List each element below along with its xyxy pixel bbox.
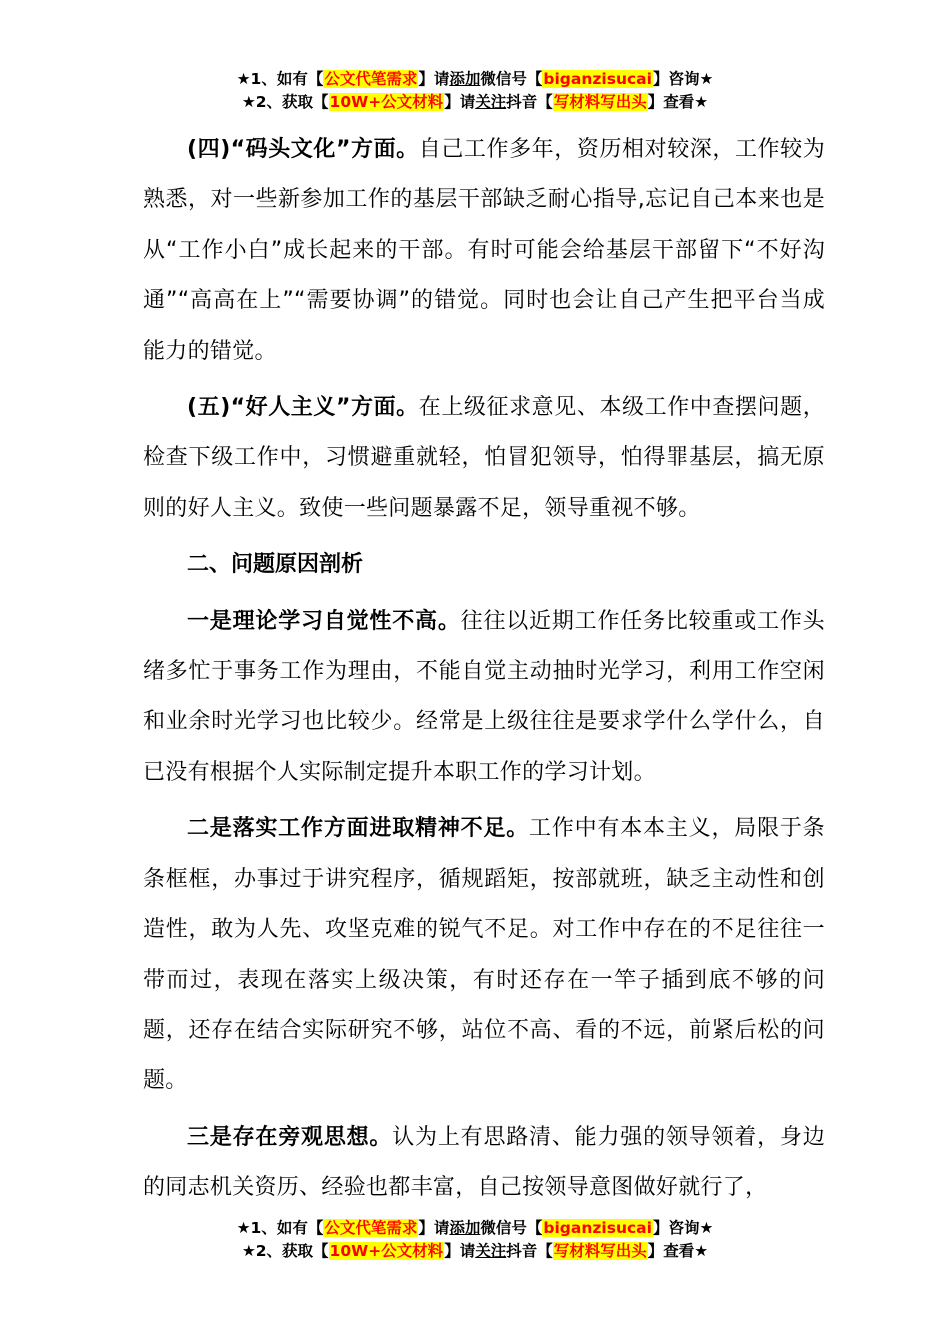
banner-highlight: 10W+公文材料 (329, 93, 444, 111)
banner-text: 】请 (444, 93, 476, 111)
banner-underlined: 关注 (475, 93, 507, 111)
banner-text: 】查看★ (647, 1242, 709, 1260)
paragraph-text: 在上级征求意见、本级工作中查摆问题，检查下级工作中，习惯避重就轻，怕冒犯领导，怕得罪基层，搞无原则的好人主义。致使一些问题暴露不足，领导重视不够。 (143, 395, 825, 521)
banner-text: 微信号【 (480, 1219, 543, 1237)
paragraph-lead: 一是理论学习自觉性不高。 (187, 608, 461, 634)
banner-highlight: 公文代笔需求 (324, 70, 418, 88)
banner-text: ★2、获取【 (241, 93, 329, 111)
banner-line-1 (0, 1217, 950, 1240)
banner-line-2 (0, 91, 950, 114)
banner-highlight: 公文代笔需求 (324, 1219, 418, 1237)
banner-text: 】咨询★ (652, 70, 714, 88)
paragraph-good-person-doctrine (143, 383, 825, 534)
cause-paragraph-3 (143, 1113, 825, 1214)
section-heading: 二、问题原因剖析 (187, 552, 364, 578)
banner-text: ★1、如有【 (236, 70, 324, 88)
banner-underlined: 添加 (449, 1219, 481, 1237)
banner-text: 微信号【 (480, 70, 543, 88)
paragraph-lead: (四)“码头文化”方面。 (187, 137, 419, 162)
paragraph-lead: (五)“好人主义”方面。 (187, 395, 419, 421)
cause-paragraph-2 (143, 804, 825, 1106)
document-body (143, 125, 825, 1220)
footer-banner (0, 1217, 950, 1263)
banner-douyin-name: 写材料写出头 (553, 93, 647, 111)
banner-underlined: 添加 (449, 70, 481, 88)
banner-text: 】请 (444, 1242, 476, 1260)
banner-text: ★1、如有【 (236, 1219, 324, 1237)
banner-line-1 (0, 68, 950, 91)
paragraph-lead: 三是存在旁观思想。 (187, 1124, 393, 1150)
paragraph-text: 认为上有思路清、能力强的领导领着，身边的同志机关资历、经验也都丰富，自己按领导意图做好就行了， (143, 1124, 825, 1201)
banner-douyin-name: 写材料写出头 (553, 1242, 647, 1260)
paragraph-wharf-culture (143, 125, 825, 377)
banner-line-2 (0, 1240, 950, 1263)
banner-text: 】查看★ (647, 93, 709, 111)
banner-wechat-id: biganzisucai (543, 1219, 652, 1237)
header-banner (0, 68, 950, 114)
paragraph-lead: 二是落实工作方面进取精神不足。 (187, 816, 530, 842)
banner-text: 】请 (418, 70, 450, 88)
paragraph-text: 自己工作多年，资历相对较深，工作较为熟悉，对一些新参加工作的基层干部缺乏耐心指导,忘记自己本来也是从“工作小白”成长起来的干部。有时可能会给基层干部留下“不好沟通”“高高在上”“需要协调”的错觉。同时也会让自己产生把平台当成能力的错觉。 (143, 137, 825, 364)
banner-text: ★2、获取【 (241, 1242, 329, 1260)
banner-text: 】咨询★ (652, 1219, 714, 1237)
banner-wechat-id: biganzisucai (543, 70, 652, 88)
banner-highlight: 10W+公文材料 (329, 1242, 444, 1260)
banner-text: 抖音【 (506, 1242, 553, 1260)
paragraph-text: 往往以近期工作任务比较重或工作头绪多忙于事务工作为理由，不能自觉主动抽时光学习，利用工作空闲和业余时光学习也比较少。经常是上级往往是要求学什么学什么，自已没有根据个人实际制定提升本职工作的学习计划。 (143, 608, 825, 785)
banner-text: 抖音【 (506, 93, 553, 111)
banner-text: 】请 (418, 1219, 450, 1237)
cause-paragraph-1 (143, 597, 825, 799)
banner-underlined: 关注 (475, 1242, 507, 1260)
paragraph-text: 工作中有本本主义，局限于条条框框，办事过于讲究程序，循规蹈矩，按部就班，缺乏主动性和创造性，敢为人先、攻坚克难的锐气不足。对工作中存在的不足往往一带而过，表现在落实上级决策，有时还存在一竿子插到底不够的问题，还存在结合实际研究不够，站位不高、看的不远，前紧后松的问题。 (143, 816, 825, 1094)
